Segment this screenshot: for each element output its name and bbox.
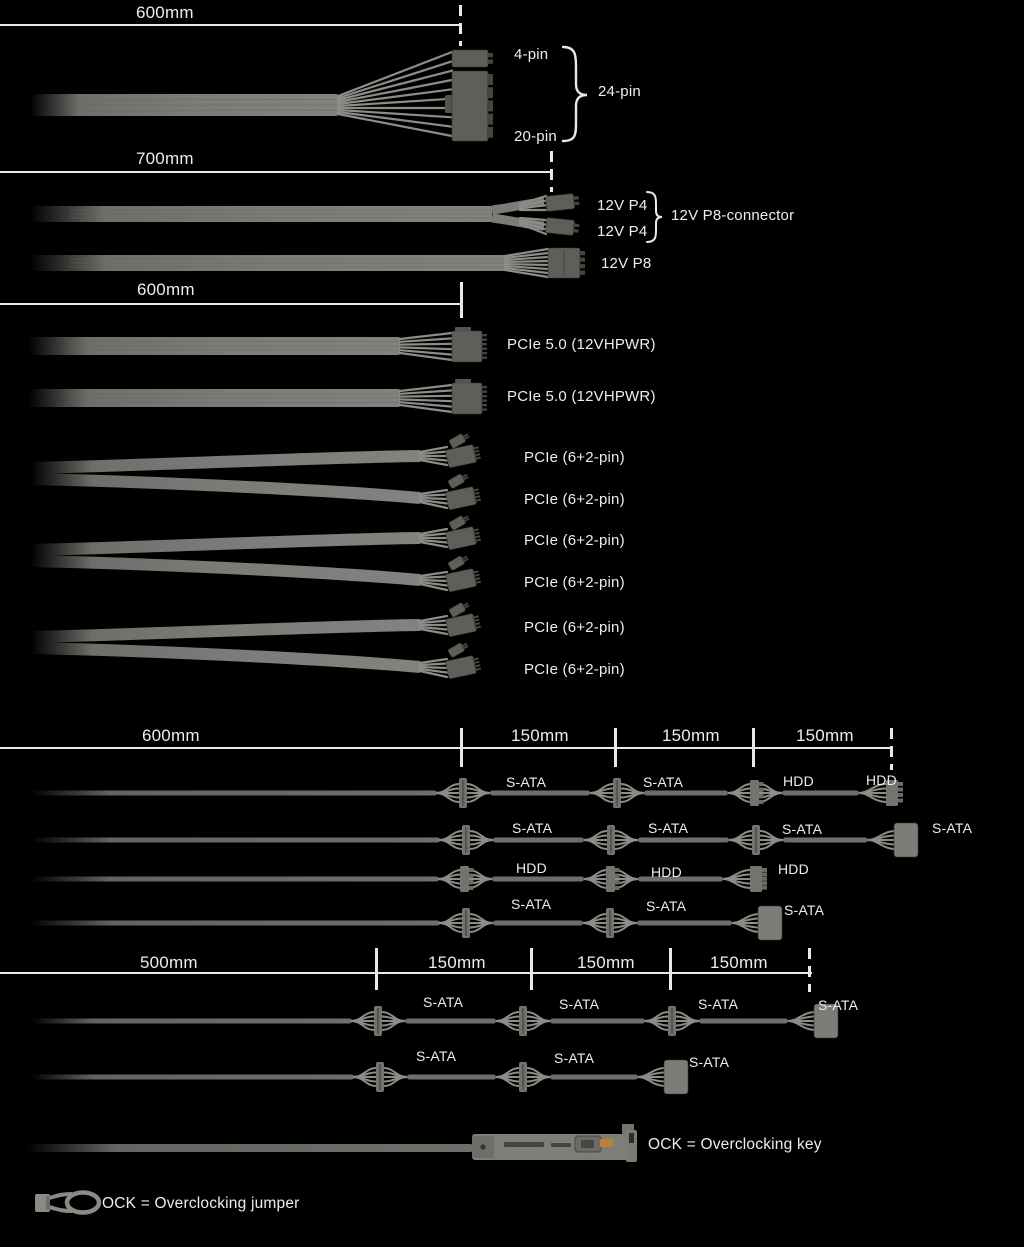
measure-line-sata500 xyxy=(0,972,812,974)
sata-label: HDD xyxy=(516,860,547,876)
sata-label: HDD xyxy=(783,773,814,789)
label-pcie62-1: PCIe (6+2-pin) xyxy=(524,449,625,466)
label-ock-key: OCK = Overclocking key xyxy=(648,1136,822,1153)
label-12v-p8-connector: 12V P8-connector xyxy=(671,207,795,224)
label-4-pin: 4-pin xyxy=(514,46,549,63)
label-12v-p8: 12V P8 xyxy=(601,255,652,272)
measure-label-sata600-2: 150mm xyxy=(662,726,720,745)
sata-label: S-ATA xyxy=(512,820,553,836)
tick-sata500-1 xyxy=(375,948,378,990)
sata-label: S-ATA xyxy=(782,821,823,837)
sata-label: S-ATA xyxy=(932,820,973,836)
label-pcie62-4: PCIe (6+2-pin) xyxy=(524,574,625,591)
tick-sata500-4 xyxy=(808,948,811,992)
sata-label: S-ATA xyxy=(423,994,464,1010)
measure-line-atx xyxy=(0,24,462,26)
sata-label: HDD xyxy=(778,861,809,877)
sata-label: S-ATA xyxy=(559,996,600,1012)
sata-label: S-ATA xyxy=(784,902,825,918)
measure-line-pcie xyxy=(0,303,463,305)
label-24-pin: 24-pin xyxy=(598,83,641,100)
sata-chain-4-graphic xyxy=(0,900,1000,946)
tick-sata600-1 xyxy=(460,728,463,767)
measure-line-sata600 xyxy=(0,747,893,749)
sata-label: HDD xyxy=(651,864,682,880)
label-pcie5-1: PCIe 5.0 (12VHPWR) xyxy=(507,336,656,353)
cpu-cables-graphic xyxy=(0,190,680,290)
tick-sata500-2 xyxy=(530,948,533,990)
measure-line-cpu xyxy=(0,171,553,173)
label-pcie62-6: PCIe (6+2-pin) xyxy=(524,661,625,678)
tick-sata600-3 xyxy=(752,728,755,767)
label-pcie5-2: PCIe 5.0 (12VHPWR) xyxy=(507,388,656,405)
brace-p8-connector xyxy=(645,190,665,244)
ock-key-graphic xyxy=(0,1120,720,1175)
sata-label: S-ATA xyxy=(643,774,684,790)
sata-label: HDD xyxy=(866,772,897,788)
sata-label: S-ATA xyxy=(698,996,739,1012)
measure-tick-cpu xyxy=(550,151,553,192)
measure-label-sata600-0: 600mm xyxy=(142,726,200,745)
sata-chain-3-graphic xyxy=(0,856,1000,902)
measure-label-sata600-3: 150mm xyxy=(796,726,854,745)
label-ock-jumper: OCK = Overclocking jumper xyxy=(102,1195,300,1212)
measure-label-sata500-2: 150mm xyxy=(577,953,635,972)
measure-tick-pcie xyxy=(460,282,463,318)
sata-label: S-ATA xyxy=(648,820,689,836)
sata-label: S-ATA xyxy=(511,896,552,912)
measure-label-sata500-1: 150mm xyxy=(428,953,486,972)
brace-24-pin xyxy=(560,44,590,144)
tick-sata600-4 xyxy=(890,728,893,770)
sata-label: S-ATA xyxy=(646,898,687,914)
label-12v-p4-bottom: 12V P4 xyxy=(597,223,648,240)
sata-label: S-ATA xyxy=(689,1054,730,1070)
label-12v-p4-top: 12V P4 xyxy=(597,197,648,214)
label-pcie62-2: PCIe (6+2-pin) xyxy=(524,491,625,508)
sata-label: S-ATA xyxy=(554,1050,595,1066)
measure-label-sata500-0: 500mm xyxy=(140,953,198,972)
sata-label: S-ATA xyxy=(506,774,547,790)
tick-sata600-2 xyxy=(614,728,617,767)
measure-label-atx: 600mm xyxy=(136,3,194,22)
sata-chain-6-graphic xyxy=(0,1054,1000,1100)
measure-label-sata600-1: 150mm xyxy=(511,726,569,745)
tick-sata500-3 xyxy=(669,948,672,990)
measure-label-pcie: 600mm xyxy=(137,280,195,299)
measure-label-cpu: 700mm xyxy=(136,149,194,168)
label-pcie62-3: PCIe (6+2-pin) xyxy=(524,532,625,549)
label-20-pin: 20-pin xyxy=(514,128,557,145)
label-pcie62-5: PCIe (6+2-pin) xyxy=(524,619,625,636)
sata-label: S-ATA xyxy=(416,1048,457,1064)
sata-label: S-ATA xyxy=(818,997,859,1013)
measure-label-sata500-3: 150mm xyxy=(710,953,768,972)
sata-chain-1-graphic xyxy=(0,770,1000,816)
